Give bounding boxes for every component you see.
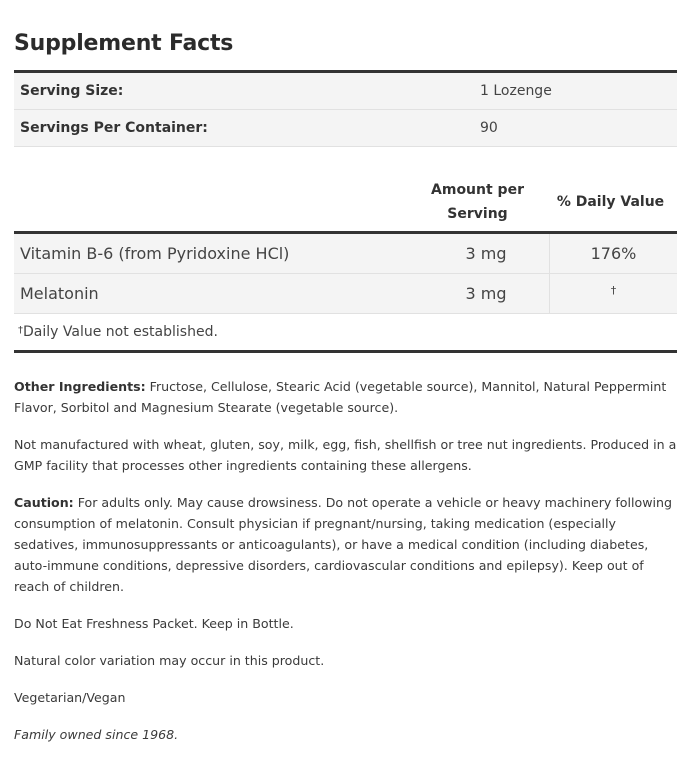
nutrient-header (14, 176, 677, 231)
dagger-mark: † (610, 284, 617, 297)
caution-text: For adults only. May cause drowsiness. Do not operate a vehicle or heavy machinery following consumption of melatonin. Consult physician if pregnant/nursing, taking medication (especially sedatives, immunosuppressants or anticoagulants), or have a medical condition (including diabetes, auto-immune conditions, depressive disorders, cardiovascular conditions and epilepsy). Keep out of reach of children. (14, 495, 672, 594)
bottom-divider (14, 350, 677, 353)
table-row (14, 274, 677, 314)
serving-table (14, 73, 677, 147)
other-ingredients (14, 376, 677, 418)
servings-per-container-label: Servings Per Container: (14, 110, 474, 147)
product-details (14, 376, 677, 761)
servings-per-container-value: 90 (474, 110, 677, 147)
allergen-statement: Not manufactured with wheat, gluten, soy, milk, egg, fish, shellfish or tree nut ingredients. Produced in a GMP facility that processes other ingredients containing these allergens. (14, 437, 677, 473)
daily-value-footnote (14, 314, 677, 350)
serving-size-label: Serving Size: (14, 73, 474, 110)
nutrient-amount: 3 mg (423, 234, 550, 274)
family-owned-statement: Family owned since 1968. (14, 727, 179, 742)
nutrient-daily-value: 176% (550, 234, 678, 274)
nutrient-name: Melatonin (14, 274, 423, 314)
footnote-dagger: † (18, 325, 23, 336)
serving-size-row (14, 73, 677, 110)
diet-statement: Vegetarian/Vegan (14, 690, 126, 705)
footnote-text: Daily Value not established. (23, 324, 218, 340)
other-ingredients-label: Other Ingredients: (14, 379, 146, 394)
nutrient-daily-value (550, 274, 678, 314)
nutrient-table (14, 234, 677, 314)
table-row (14, 234, 677, 274)
nutrient-amount: 3 mg (423, 274, 550, 314)
caution-statement (14, 492, 677, 597)
nutrient-name: Vitamin B-6 (from Pyridoxine HCl) (14, 234, 423, 274)
serving-size-value: 1 Lozenge (474, 73, 677, 110)
color-variation-statement: Natural color variation may occur in this product. (14, 653, 325, 668)
daily-value-header: % Daily Value (556, 194, 665, 210)
caution-label: Caution: (14, 495, 74, 510)
amount-header-line1: Amount per (431, 182, 524, 198)
page-title: Supplement Facts (14, 31, 234, 56)
amount-header-line2: Serving (447, 206, 508, 222)
other-ingredients-text: Fructose, Cellulose, Stearic Acid (vegetable source), Mannitol, Natural Peppermint Flavor, Sorbitol and Magnesium Stearate (vegetable source). (14, 379, 667, 415)
amount-per-serving-header (417, 178, 538, 226)
servings-per-container-row (14, 110, 677, 147)
freshness-statement: Do Not Eat Freshness Packet. Keep in Bottle. (14, 616, 294, 631)
